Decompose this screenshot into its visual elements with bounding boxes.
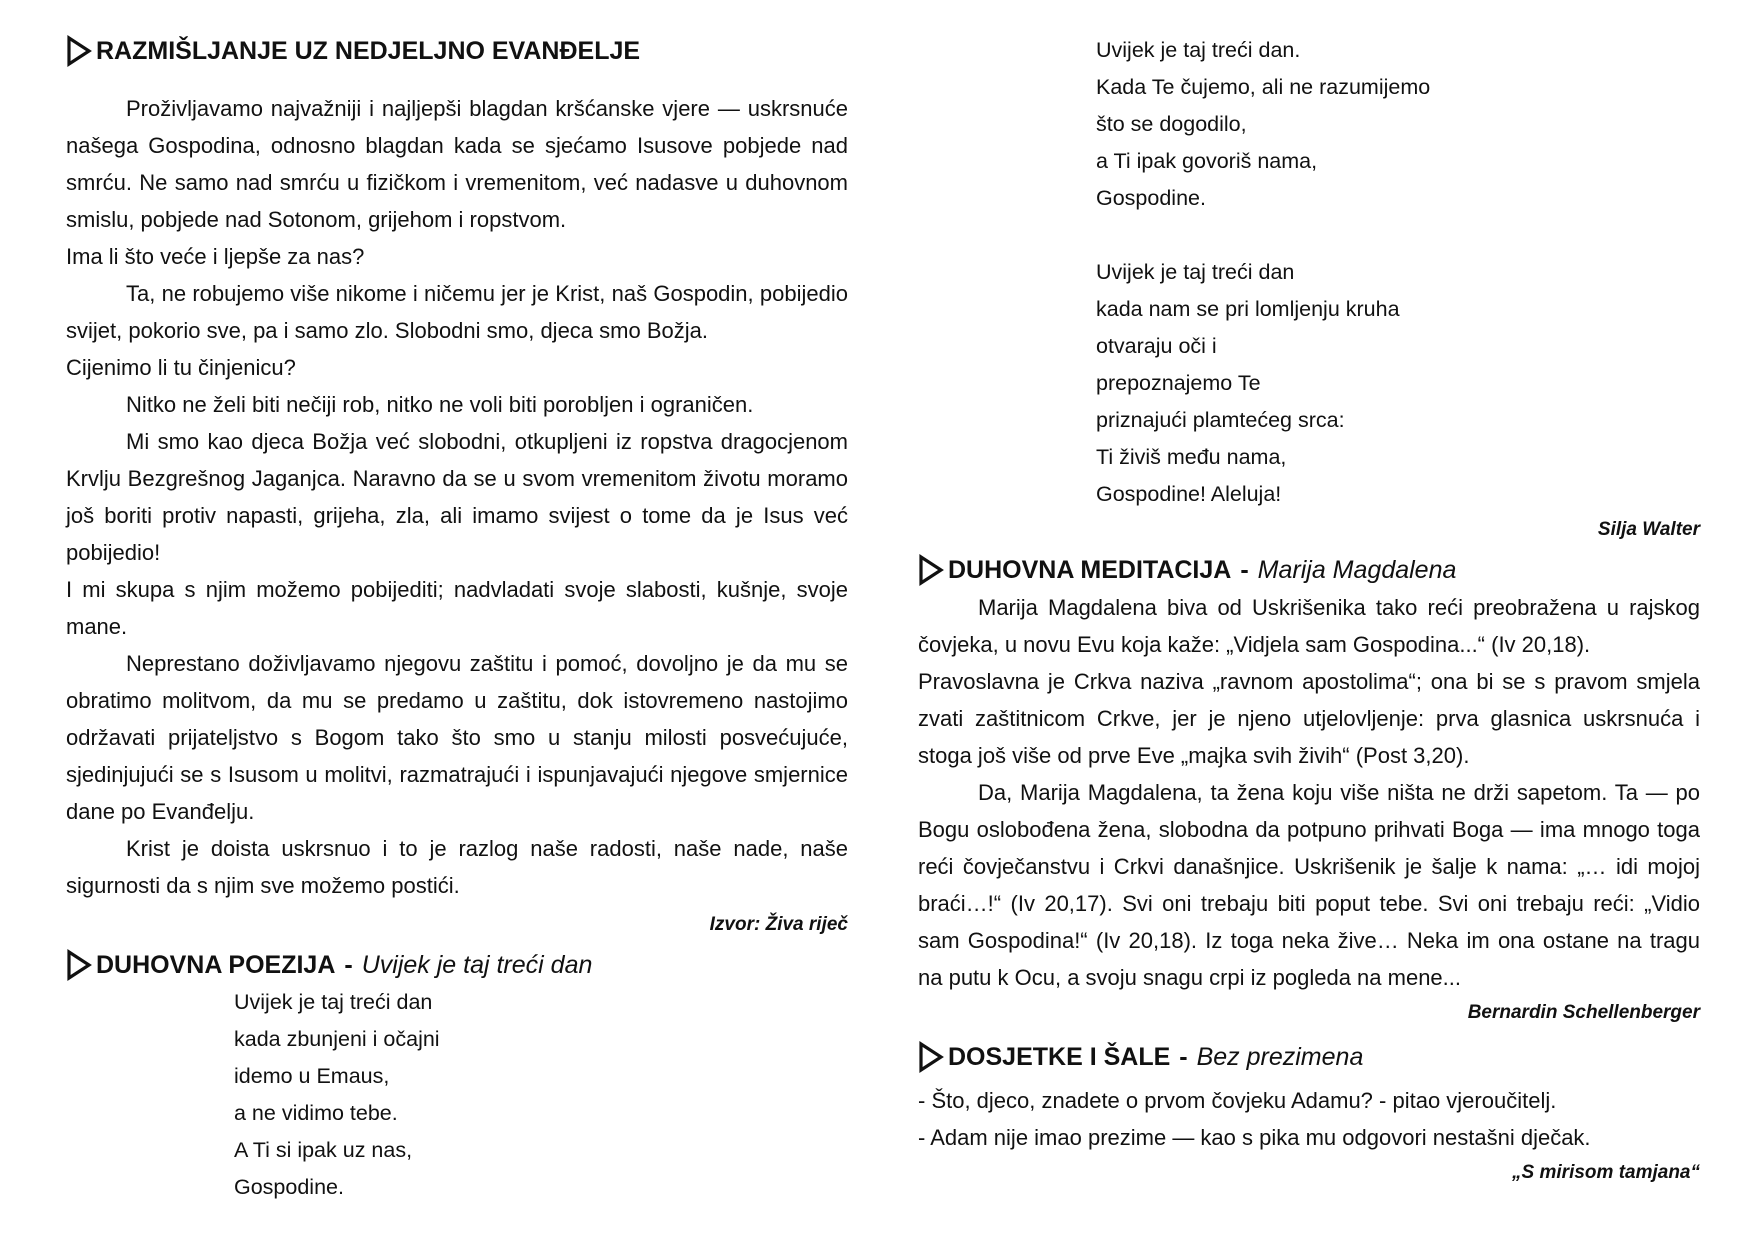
play-triangle-icon <box>918 1041 944 1073</box>
section-heading-jokes <box>918 1040 1700 1074</box>
paragraph: Marija Magdalena biva od Uskrišenika tako reći preobražena u rajskog čovjeka, u novu Evu koja kaže: „Vidjela sam Gospodina...“ (Iv 20,18). <box>918 595 1700 657</box>
joke-line: - Adam nije imao prezime — kao s pika mu odgovori nestašni dječak. <box>918 1125 1591 1150</box>
poem-stanza <box>1096 32 1700 513</box>
reflection-body <box>66 90 848 904</box>
section-heading-reflection <box>66 32 848 70</box>
joke-line: - Što, djeco, znadete o prvom čovjeku Adamu? - pitao vjeroučitelj. <box>918 1088 1557 1113</box>
poem-line: što se dogodilo, <box>1096 112 1247 136</box>
paragraph: I mi skupa s njim možemo pobijediti; nadvladati svoje slabosti, kušnje, svoje mane. <box>66 577 848 639</box>
paragraph: Cijenimo li tu činjenicu? <box>66 355 296 380</box>
section-title: RAZMIŠLJANJE UZ NEDJELJNO EVANĐELJE <box>96 37 641 65</box>
poem-line: otvaraju oči i <box>1096 334 1217 358</box>
paragraph: Nitko ne želi biti nečiji rob, nitko ne voli biti porobljen i ograničen. <box>126 392 754 417</box>
paragraph: Ima li što veće i ljepše za nas? <box>66 244 365 269</box>
poem-line: kada nam se pri lomljenju kruha <box>1096 297 1400 321</box>
right-column <box>918 32 1700 1188</box>
poem-line: a Ti ipak govoriš nama, <box>1096 149 1318 173</box>
poem-line: Uvijek je taj treći dan <box>1096 260 1295 284</box>
play-triangle-icon <box>918 554 944 586</box>
section-title: DUHOVNA POEZIJA <box>96 951 336 979</box>
section-subtitle: Bez prezimena <box>1196 1043 1364 1071</box>
paragraph: Da, Marija Magdalena, ta žena koju više ništa ne drži sapetom. Ta — po Bogu oslobođena žena, slobodna da potpuno prihvati Boga — ima mnogo toga reći čovječanstvu i Crkvi današnjice. Uskrišenik je šalje k nama: „… idi mojoj braći…!“ (Iv 20,17). Svi oni trebaju biti poput tebe. Svi oni trebaju reći: „Vidio sam Gospodina!“ (Iv 20,18). Iz toga neka žive… Neka im ona ostane na tragu na putu k Ocu, a svoju snagu crpi iz pogleda na mene... <box>918 780 1700 990</box>
title-separator: - <box>344 951 353 979</box>
poem-line: priznajući plamtećeg srca: <box>1096 408 1345 432</box>
title-separator: - <box>1179 1043 1188 1071</box>
paragraph: Pravoslavna je Crkva naziva „ravnom apostolima“; ona bi se s pravom smjela zvati zaštitnicom Crkve, jer je njeno utjelovljenje: prva glasnica uskrsnuća i stoga još više od prve Eve „majka svih živih“ (Post 3,20). <box>918 669 1700 768</box>
poem-line: Gospodine. <box>234 1175 344 1199</box>
section-subtitle: Uvijek je taj treći dan <box>361 951 593 979</box>
poem-line: idemo u Emaus, <box>234 1064 390 1088</box>
poem-line: Gospodine! Aleluja! <box>1096 482 1282 506</box>
paragraph: Mi smo kao djeca Božja već slobodni, otkupljeni iz ropstva dragocjenom Krvlju Bezgrešnog Jaganjca. Naravno da se u svom vremenitom životu moramo još boriti protiv napasti, grijeha, zla, ali imamo svijest o tome da je Isus već pobijedio! <box>66 429 848 565</box>
section-heading-poetry <box>66 948 848 982</box>
source-credit: Bernardin Schellenberger <box>1467 1002 1700 1023</box>
poem-line: Kada Te čujemo, ali ne razumijemo <box>1096 75 1431 99</box>
poem-line: kada zbunjeni i očajni <box>234 1027 440 1051</box>
source-credit: Izvor: Živa riječ <box>709 914 848 935</box>
title-separator: - <box>1240 556 1249 584</box>
paragraph: Neprestano doživljavamo njegovu zaštitu i pomoć, dovoljno je da mu se obratimo molitvom, da mu se predamo u zaštitu, dok istovremeno nastojimo održavati prijateljstvo s Bogom tako što smo u stanju milosti posvećujuće, sjedinjujući se s Isusom u molitvi, razmatrajući i ispunjavajući njegove smjernice dane po Evanđelju. <box>66 651 848 824</box>
poem-line: a ne vidimo tebe. <box>234 1101 398 1125</box>
jokes-body <box>918 1082 1700 1156</box>
left-column <box>66 32 848 1206</box>
meditation-body <box>918 589 1700 996</box>
stanza-gap <box>1096 217 1700 254</box>
section-subtitle: Marija Magdalena <box>1257 556 1457 584</box>
play-triangle-icon <box>66 35 92 67</box>
paragraph: Ta, ne robujemo više nikome i ničemu jer je Krist, naš Gospodin, pobijedio svijet, pokorio sve, pa i samo zlo. Slobodni smo, djeca smo Božja. <box>66 281 848 343</box>
poem-line: prepoznajemo Te <box>1096 371 1261 395</box>
paragraph: Proživljavamo najvažniji i najljepši blagdan kršćanske vjere — uskrsnuće našega Gospodina, odnosno blagdan kada se sjećamo Isusove pobjede nad smrću. Ne samo nad smrću u fizičkom i vremenitom, već nadasve u duhovnom smislu, pobjede nad Sotonom, grijehom i ropstvom. <box>66 96 848 232</box>
play-triangle-icon <box>66 949 92 981</box>
poem-line: A Ti si ipak uz nas, <box>234 1138 413 1162</box>
poem-stanza <box>234 984 848 1206</box>
section-heading-meditation <box>918 553 1700 587</box>
poem-line: Uvijek je taj treći dan <box>234 990 433 1014</box>
section-title: DUHOVNA MEDITACIJA <box>948 556 1232 584</box>
section-title: DOSJETKE I ŠALE <box>948 1043 1171 1071</box>
poem-line: Ti živiš među nama, <box>1096 445 1287 469</box>
poem-line: Uvijek je taj treći dan. <box>1096 38 1301 62</box>
poem-line: Gospodine. <box>1096 186 1206 210</box>
source-credit: „S mirisom tamjana“ <box>1512 1162 1700 1183</box>
paragraph: Krist je doista uskrsnuo i to je razlog naše radosti, naše nade, naše sigurnosti da s njim sve možemo postići. <box>66 836 848 898</box>
poem-author: Silja Walter <box>1597 519 1700 540</box>
